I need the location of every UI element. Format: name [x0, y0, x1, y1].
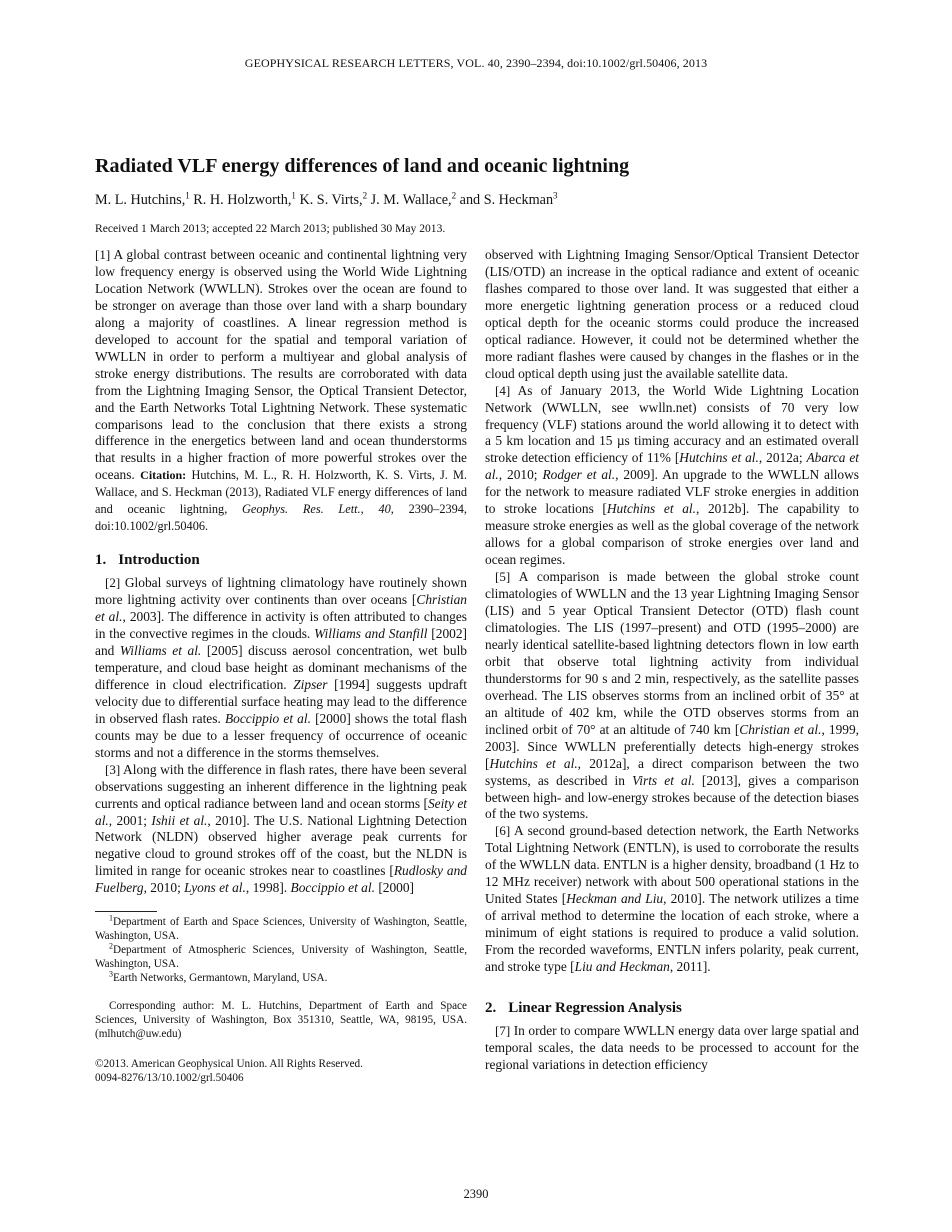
reference: Rodger et al.	[542, 467, 616, 483]
footnote-text: Department of Atmospheric Sciences, University of Washington, Seattle, Washington, USA.	[95, 944, 467, 971]
citation-authors: Hutchins, M. L., R. H. Holzworth, K. S. Virts, J. M. Wallace, and S. Heckman (2013), Radiated VLF energy differences of land and oceanic lightning,	[95, 468, 467, 517]
author: K. S. Virts,	[299, 192, 363, 208]
text: In order to compare WWLLN energy data over large spatial and temporal scales, the data needs to be processed to account for the regional variations in detection efficiency	[485, 1022, 859, 1072]
page-number: 2390	[463, 1187, 489, 1201]
footnote-text: Earth Networks, Germantown, Maryland, USA.	[113, 972, 328, 985]
reference: Virts et al.	[632, 772, 695, 788]
reference: Abarca et al.	[485, 450, 859, 483]
citation-text: Hutchins, M. L., R. H. Holzworth, K. S. Virts, J. M. Wallace, and S. Heckman (2013), Radiated VLF energy differences of land and oceanic lightning, Geophys. Res. Lett., 40, 2390–2394, doi:10.1002/grl.50406.	[95, 468, 467, 534]
text: [2000]	[378, 880, 415, 896]
text: [2005] discuss aerosol concentration, wet bulb temperature, and cloud base height as dominant mechanisms of the difference in cloud electrification.	[95, 642, 467, 692]
paragraph-number: [7]	[495, 1022, 511, 1038]
citation-label: Citation:	[140, 468, 187, 483]
reference: Boccippio et al.	[224, 710, 311, 726]
abstract-text: A global contrast between oceanic and continental lightning very low frequency energy is observed using the World Wide Lightning Location Network (WWLLN). Strokes over the ocean are found to be stronger on average than those over land with a sharp boundary along a majority of coastlines. A linear regression method is developed to account for the spatial and temporal variation of WWLLN in order to perform a multiyear and global analysis of stroke energy distributions. The results are corroborated with data from the Lightning Imaging Sensor, the Optical Transient Detector, and the Earth Networks Total Lightning Network. These systematic comparisons lead to the conclusion that there exists a strong difference in the energetics between land and ocean thunderstorms that results in a higher fraction of more powerful strokes over the oceans.	[95, 247, 467, 483]
reference: Seity et al.	[95, 795, 467, 828]
paragraph-3-continued: observed with Lightning Imaging Sensor/Optical Transient Detector (LIS/OTD) an increase in the optical radiance and extent of oceanic flashes compared to those over land. It was suggested that either a more energetic lightning generation process or a reduced cloud optical depth for the oceanic storms could produce the increased optical radiance. However, it could not be determined whether the more radiant flashes were caused by changes in the flashes or in the cloud optical depth using just the available satellite data.	[485, 247, 859, 381]
paragraph-number: [6]	[495, 823, 511, 839]
text: Global surveys of lightning climatology have routinely shown more lightning activity over continents than over oceans [	[95, 575, 467, 608]
author: R. H. Holzworth,	[193, 192, 292, 208]
reference: Lyons et al.	[184, 880, 246, 896]
text: , 1998].	[245, 880, 288, 896]
section-number: 2.	[485, 999, 497, 1016]
text: , 2001;	[108, 812, 147, 828]
reference: Christian et al.	[95, 592, 467, 625]
text: A second ground-based detection network, the Earth Networks Total Lightning Network (ENTLN), is used to corroborate the results of the WWLLN data. ENTLN is a higher density, broadband (1 Hz to 12 MHz receiver) network with about 500 operational stations in the United States [	[485, 823, 859, 907]
footnote	[95, 971, 467, 985]
reference: Heckman and Liu	[566, 891, 664, 907]
text: [2000] shows the total flash counts may be due to a lesser frequency of occurrence of oceanic storms and not a difference in the storms themselves.	[95, 710, 467, 760]
paragraph-number: [4]	[495, 382, 511, 398]
affiliation-marker: 1	[185, 190, 190, 201]
text: , 2010;	[143, 880, 181, 896]
reference: Christian et al.	[739, 721, 822, 737]
reference: Hutchins et al.	[606, 501, 696, 517]
text: [2013], gives a comparison between high- and low-energy strokes because of the detection biases of the two systems.	[485, 772, 859, 822]
text: , 2010]. The U.S. National Lightning Detection Network (NLDN) observed higher average peak currents for negative cloud to ground strokes off of the coast, but the NLDN is limited in range for oceanic strokes near to coastlines [	[95, 812, 467, 879]
copyright	[95, 1057, 467, 1085]
paragraph-4	[485, 383, 859, 569]
author: and S. Heckman	[459, 192, 554, 208]
reference: Ishii et al.	[151, 812, 208, 828]
reference: Liu and Heckman	[574, 959, 670, 975]
reference: Williams et al.	[119, 642, 202, 658]
footnote-marker: 2	[109, 941, 113, 951]
reference: Hutchins et al.	[679, 450, 759, 466]
issn-line: 0094-8276/13/10.1002/grl.50406	[95, 1072, 244, 1085]
footnote-divider	[95, 911, 157, 912]
reference: Hutchins et al.	[489, 755, 578, 771]
text: , 2012a], a direct comparison between the two systems, as described in	[485, 755, 859, 788]
text: , 2003]. The difference in activity is often attributed to changes in the convective regimes in the clouds.	[95, 609, 467, 642]
paragraph-6	[485, 823, 859, 976]
paragraph-7	[485, 1023, 859, 1074]
footnote-marker: 1	[109, 913, 113, 923]
footnote-text: Department of Earth and Space Sciences, University of Washington, Seattle, Washington, USA.	[95, 916, 467, 943]
section-heading-linear-regression	[485, 1000, 859, 1017]
citation-journal: Geophys. Res. Lett.	[242, 502, 361, 517]
reference: Zipser	[293, 676, 328, 692]
text: , 2010;	[498, 467, 538, 483]
text: As of January 2013, the World Wide Lightning Location Network (WWLLN, see wwlln.net) consists of 70 very low frequency (VLF) stations around the world allowing it to detect with a 5 km location and 15 µs timing accuracy and an estimated overall stroke detection efficiency of 11% [	[485, 382, 859, 466]
paragraph-number: [2]	[105, 575, 121, 591]
paragraph-3	[95, 762, 467, 898]
text: A comparison is made between the global stroke count climatologies of WWLLN and the 13 year Lightning Imaging Sensor (LIS) and 5 year Optical Transient Detector (OTD) flash count climatologies. The LIS (1997–present) and OTD (1995–2000) are nearly identical satellite-based lightning detectors flown in low earth orbit that observe total lightning activity from individual thunderstorms for 90 s and 2 min, respectively, as the satellite passes overhead. The LIS observes storms from an inclined orbit of 35° at an altitude of 402 km, while the OTD observes storms from an inclined orbit of 70° at an altitude of 740 km [	[485, 569, 860, 737]
section-number: 1.	[95, 552, 107, 569]
footnote-marker: 3	[109, 969, 113, 979]
text: , 2012b]. The capability to measure stroke energies as well as the global coverage of the network allows for a global comparison of stroke energies over land and ocean regimes.	[485, 501, 859, 568]
affiliation-marker: 1	[291, 190, 296, 201]
paper-title: Radiated VLF energy differences of land and oceanic lightning	[95, 155, 630, 177]
author: J. M. Wallace,	[370, 192, 452, 208]
text: , 2012a;	[758, 450, 803, 466]
section-heading-introduction	[95, 552, 467, 569]
paragraph-5	[485, 569, 859, 823]
paragraph-2	[95, 575, 467, 761]
text: [1994] suggests updraft velocity due to differential surface heating may lead to the difference in observed flash rates.	[95, 676, 467, 726]
paragraph-number: [5]	[495, 569, 511, 585]
author: M. L. Hutchins,	[95, 192, 186, 208]
footnote	[95, 915, 467, 943]
reference: Williams and Stanfill	[314, 626, 428, 642]
text: , 2009]. An upgrade to the WWLLN allows for the network to measure radiated VLF stroke energies in addition to stroke locations [	[485, 467, 859, 517]
section-title: Introduction	[118, 552, 200, 569]
right-column	[485, 247, 859, 1074]
text: [2002] and	[95, 626, 467, 658]
abstract	[95, 247, 467, 535]
text: Along with the difference in flash rates, there have been several observations suggesting an inherent difference in the lightning peak currents and optical radiance between land and ocean storms [	[95, 761, 468, 811]
affiliation-marker: 2	[451, 190, 457, 201]
affiliation-marker: 3	[553, 190, 558, 201]
citation-volume: 40	[378, 502, 391, 517]
text: , 1999, 2003]. Since WWLLN preferentially detects high-energy strokes [	[485, 721, 859, 771]
running-head: GEOPHYSICAL RESEARCH LETTERS, VOL. 40, 2390–2394, doi:10.1002/grl.50406, 2013	[244, 56, 708, 70]
reference: Rudlosky and Fuelberg	[95, 863, 467, 896]
paragraph-number: [3]	[105, 761, 121, 777]
left-column	[95, 247, 467, 1085]
copyright-line: ©2013. American Geophysical Union. All Rights Reserved.	[95, 1058, 363, 1071]
text: , 2011].	[669, 959, 711, 975]
reference: Boccippio et al.	[290, 880, 375, 896]
text: , 2010]. The network utilizes a time of arrival method to determine the location of each stroke, where a minimum of eight stations is required to produce a valid solution. From the recorded waveforms, ENTLN infers polarity, peak current, and stroke type [	[485, 891, 859, 975]
publication-dates: Received 1 March 2013; accepted 22 March 2013; published 30 May 2013.	[95, 222, 446, 235]
paragraph-number: [1]	[95, 247, 111, 262]
corresponding-author: Corresponding author: M. L. Hutchins, Department of Earth and Space Sciences, University of Washington, Box 351310, Seattle, WA, 98195, USA. (mlhutch@uw.edu)	[95, 1000, 467, 1041]
citation-doi: , 2390–2394, doi:10.1002/grl.50406.	[95, 502, 467, 534]
affiliation-marker: 2	[362, 190, 368, 201]
author-list	[95, 192, 875, 209]
footnote	[95, 943, 467, 971]
section-title: Linear Regression Analysis	[508, 999, 682, 1016]
